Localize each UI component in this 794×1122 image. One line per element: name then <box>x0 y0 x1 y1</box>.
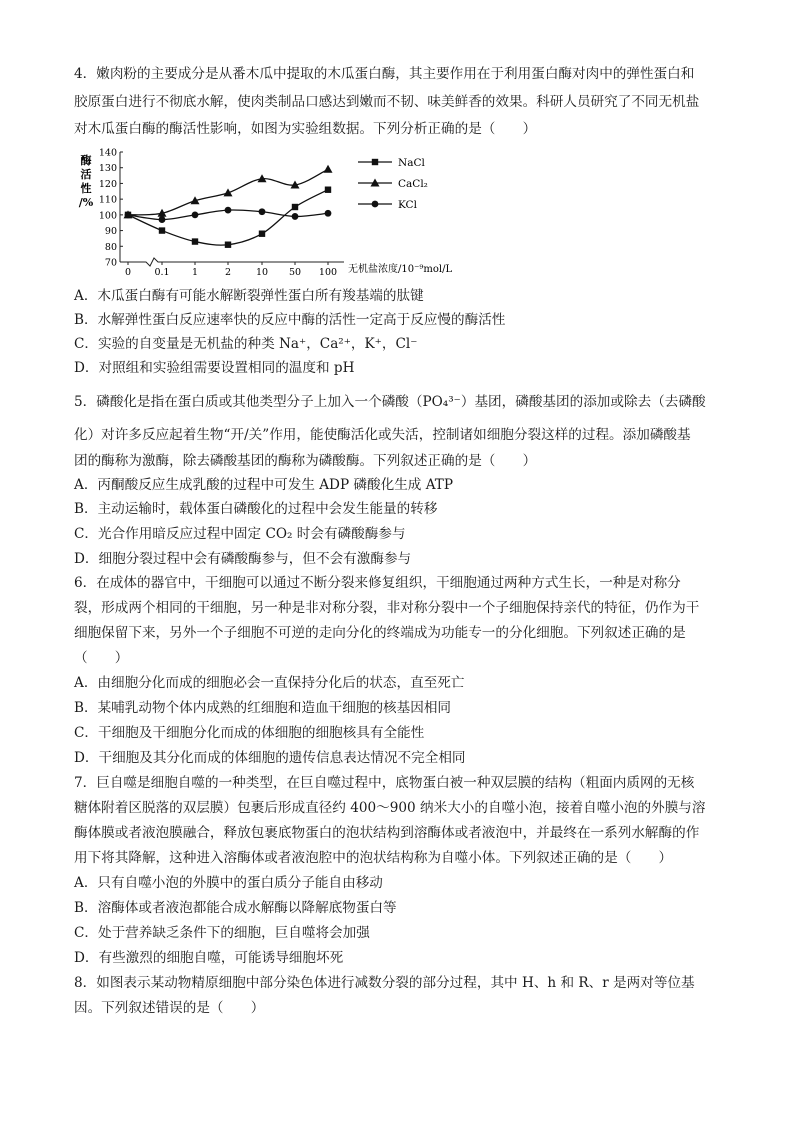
chart-ticks <box>99 148 337 279</box>
y-axis-label-part: 性 <box>80 182 92 195</box>
q7-stem-line-3: 酶体膜或者液泡膜融合，释放包裹底物蛋白的泡状结构到溶酶体或者液泡中，并最终在一系列水解酶的作 <box>74 825 700 841</box>
x-tick-label: 0.1 <box>154 267 170 278</box>
q7-stem-line-1: 7．巨自噬是细胞自噬的一种类型，在巨自噬过程中，底物蛋白被一种双层膜的结构（粗面内质网的无核 <box>74 775 695 791</box>
y-axis-label <box>79 153 94 209</box>
x-axis-line <box>120 258 344 266</box>
q8-stem-line-2: 因。下列叙述错误的是（ ） <box>74 1000 265 1016</box>
y-axis-label-part: 酶 <box>80 154 92 167</box>
chart-svg <box>70 146 490 284</box>
x-tick-label: 0 <box>124 267 132 278</box>
data-point <box>325 187 331 193</box>
q5-stem-line-2: 化）对许多反应起着生物“开/关”作用，能使酶活化或失活，控制诸如细胞分裂这样的过程。添加磷酸基 <box>74 427 691 443</box>
x-tick-label: 1 <box>191 267 199 278</box>
q4-option-c: C．实验的自变量是无机盐的种类 Na⁺，Ca²⁺，K⁺，Cl⁻ <box>74 336 418 352</box>
q5-stem-line-1: 5．磷酸化是指在蛋白质或其他类型分子上加入一个磷酸（PO₄³⁻）基团，磷酸基团的添加或除去（去磷酸 <box>74 394 706 410</box>
q6-stem-line-2: 裂，形成两个相同的干细胞，另一种是非对称分裂，非对称分裂中一个子细胞保持亲代的特征，仍作为干 <box>74 600 700 616</box>
legend-label: KCl <box>398 199 417 211</box>
q4-stem-line-1: 4．嫩肉粉的主要成分是从番木瓜中提取的木瓜蛋白酶，其主要作用在于利用蛋白酶对肉中的弹性蛋白和 <box>74 66 695 82</box>
data-point <box>225 242 231 248</box>
q7-option-d: D．有些激烈的细胞自噬，可能诱导细胞坏死 <box>74 950 344 966</box>
y-tick-label: 100 <box>98 210 117 222</box>
q4-option-d: D．对照组和实验组需要设置相同的温度和 pH <box>74 360 355 376</box>
q7-option-b: B．溶酶体或者液泡都能合成水解酶以降解底物蛋白等 <box>74 900 397 916</box>
q6-stem-line-1: 6．在成体的器官中，干细胞可以通过不断分裂来修复组织，干细胞通过两种方式生长，一种是对称分 <box>74 575 681 591</box>
q5-option-c: C．光合作用暗反应过程中固定 CO₂ 时会有磷酸酶参与 <box>74 526 406 542</box>
chart-series <box>124 165 333 248</box>
y-tick-label: 70 <box>104 257 117 269</box>
q6-option-c: C．干细胞及干细胞分化而成的体细胞的细胞核具有全能性 <box>74 725 425 741</box>
y-axis-label-part: 活 <box>80 168 92 181</box>
q5-option-d: D．细胞分裂过程中会有磷酸酶参与，但不会有激酶参与 <box>74 551 412 567</box>
data-point <box>292 213 299 220</box>
q5-option-b: B．主动运输时，载体蛋白磷酸化的过程中会发生能量的转移 <box>74 501 438 517</box>
data-point <box>125 211 132 218</box>
q7-stem-line-4: 用下将其降解，这种进入溶酶体或者液泡腔中的泡状结构称为自噬小体。下列叙述正确的是（ ） <box>74 850 673 866</box>
y-tick-label: 120 <box>98 178 117 190</box>
y-tick-label: 110 <box>98 194 117 206</box>
data-point <box>325 210 332 217</box>
y-tick-label: 80 <box>104 241 117 253</box>
data-point <box>292 204 298 210</box>
q4-stem-line-3: 对木瓜蛋白酶的酶活性影响，如图为实验组数据。下列分析正确的是（ ） <box>74 121 537 137</box>
x-tick-label: 50 <box>288 267 302 278</box>
q7-option-c: C．处于营养缺乏条件下的细胞，巨自噬将会加强 <box>74 925 370 941</box>
q5-option-a: A．丙酮酸反应生成乳酸的过程中可发生 ADP 磷酸化生成 ATP <box>74 477 453 493</box>
data-point <box>225 207 232 214</box>
legend-marker <box>372 201 379 208</box>
q6-option-d: D．干细胞及其分化而成的体细胞的遗传信息表达情况不完全相同 <box>74 750 466 766</box>
q7-stem-line-2: 糖体附着区脱落的双层膜）包裹后形成直径约 400～900 纳米大小的自噬小泡，接着自噬小泡的外膜与溶 <box>74 800 706 816</box>
y-tick-label: 130 <box>98 163 117 175</box>
chart-legend <box>358 157 428 211</box>
q6-stem-line-3: 细胞保留下来，另外一个子细胞不可逆的走向分化的终端成为功能专一的分化细胞。下列叙述正确的是 <box>74 625 686 641</box>
legend-label: CaCl₂ <box>398 178 428 190</box>
q8-stem-line-1: 8．如图表示某动物精原细胞中部分染色体进行减数分裂的部分过程，其中 H、h 和 R、r 是两对等位基 <box>74 975 695 991</box>
data-point <box>259 208 266 215</box>
y-tick-label: 140 <box>98 147 117 159</box>
x-tick-label: 100 <box>318 267 338 278</box>
enzyme-activity-chart <box>70 146 490 284</box>
q7-option-a: A．只有自噬小泡的外膜中的蛋白质分子能自由移动 <box>74 875 383 891</box>
y-tick-label: 90 <box>104 226 117 238</box>
q4-stem-line-2: 胶原蛋白进行不彻底水解，使肉类制品口感达到嫩而不韧、味美鲜香的效果。科研人员研究了不同无机盐 <box>74 94 700 110</box>
x-tick-label: 2 <box>224 267 232 278</box>
q4-option-a: A．木瓜蛋白酶有可能水解断裂弹性蛋白所有羧基端的肽键 <box>74 288 424 304</box>
data-point <box>159 227 165 233</box>
data-point <box>192 238 198 244</box>
x-axis-label: 无机盐浓度/10⁻⁹mol/L <box>348 264 453 275</box>
data-point <box>159 216 166 223</box>
y-axis-label-part: /% <box>78 196 94 209</box>
q6-option-b: B．某哺乳动物个体内成熟的红细胞和造血干细胞的核基因相同 <box>74 700 452 716</box>
legend-label: NaCl <box>398 157 425 169</box>
q6-option-a: A．由细胞分化而成的细胞必会一直保持分化后的状态，直至死亡 <box>74 675 465 691</box>
q6-stem-line-4: （ ） <box>74 650 129 666</box>
x-tick-label: 10 <box>255 267 269 278</box>
chart-axes <box>120 152 344 266</box>
data-point <box>259 231 265 237</box>
q4-option-b: B．水解弹性蛋白反应速率快的反应中酶的活性一定高于反应慢的酶活性 <box>74 312 506 328</box>
data-point <box>324 165 333 173</box>
data-point <box>192 211 199 218</box>
legend-marker <box>372 159 378 165</box>
q5-stem-line-3: 团的酶称为激酶，除去磷酸基团的酶称为磷酸酶。下列叙述正确的是（ ） <box>74 453 537 469</box>
